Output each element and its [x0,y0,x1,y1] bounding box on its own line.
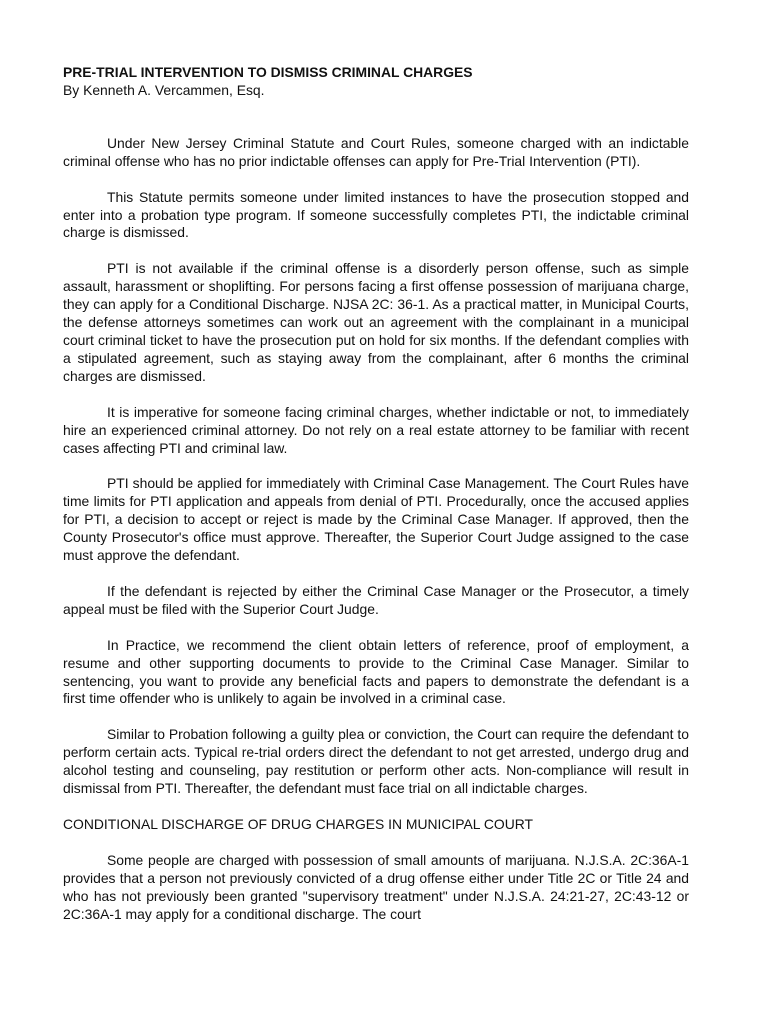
paragraph-timely-appeal: If the defendant is rejected by either the Criminal Case Manager or the Prosecutor, a timely appeal must be filed with the Superior Court Judge. [63,582,689,617]
paragraph-statute-permits: This Statute permits someone under limited instances to have the prosecution stopped and enter into a probation type program. If someone successfully completes PTI, the indictable criminal charge is dismissed. [63,188,689,241]
paragraph-probation-acts: Similar to Probation following a guilty plea or conviction, the Court can require the defendant to perform certain acts. Typical re-trial orders direct the defendant to not get arrested, undergo drug and alcohol testing and counseling, pay restitution or perform other acts. Non-compliance will result in dismissal from PTI. Thereafter, the defendant must face trial on all indictable charges. [63,726,689,797]
section-heading: CONDITIONAL DISCHARGE OF DRUG CHARGES IN MUNICIPAL COURT [63,816,534,832]
paragraph-pti-eligibility: Under New Jersey Criminal Statute and Court Rules, someone charged with an indictable criminal offense who has no prior indictable offenses can apply for Pre-Trial Intervention (PTI). [63,134,689,169]
document-byline: By Kenneth A. Vercammen, Esq. [63,81,265,98]
paragraph-pti-not-available: PTI is not available if the criminal offense is a disorderly person offense, such as simple assault, harassment or shoplifting. For persons facing a first offense possession of marijuana charge, they can apply for a Conditional Discharge. NJSA 2C: 36-1. As a practical matter, in Municipal Courts, the defense attorneys sometimes can work out an agreement with the complainant in a municipal court criminal ticket to have the prosecution put on hold for six months. If the defendant complies with a stipulated agreement, such as staying away from the complainant, after 6 months the criminal charges are dismissed. [63,260,689,384]
document-page [63,64,689,942]
paragraph-apply-immediately: PTI should be applied for immediately with Criminal Case Management. The Court Rules have time limits for PTI application and appeals from denial of PTI. Procedurally, once the accused applies for PTI, a decision to accept or reject is made by the Criminal Case Manager. If approved, then the County Prosecutor's office must approve. Thereafter, the Superior Court Judge assigned to the case must approve the defendant. [63,475,689,564]
paragraph-marijuana-possession: Some people are charged with possession of small amounts of marijuana. N.J.S.A. 2C:36A-1 provides that a person not previously convicted of a drug offense either under Title 2C or Title 24 and who has not previously been granted "supervisory treatment" under N.J.S.A. 24:21-27, 2C:43-12 or 2C:36A-1 may apply for a conditional discharge. The court [63,851,689,922]
paragraph-hire-attorney: It is imperative for someone facing criminal charges, whether indictable or not, to immediately hire an experienced criminal attorney. Do not rely on a real estate attorney to be familiar with recent cases affecting PTI and criminal law. [63,403,689,456]
paragraph-in-practice: In Practice, we recommend the client obtain letters of reference, proof of employment, a resume and other supporting documents to provide to the Criminal Case Manager. Similar to sentencing, you want to provide any beneficial facts and papers to demonstrate the defendant is a first time offender who is unlikely to again be involved in a criminal case. [63,636,689,707]
document-title: PRE-TRIAL INTERVENTION TO DISMISS CRIMINAL CHARGES [63,64,473,80]
